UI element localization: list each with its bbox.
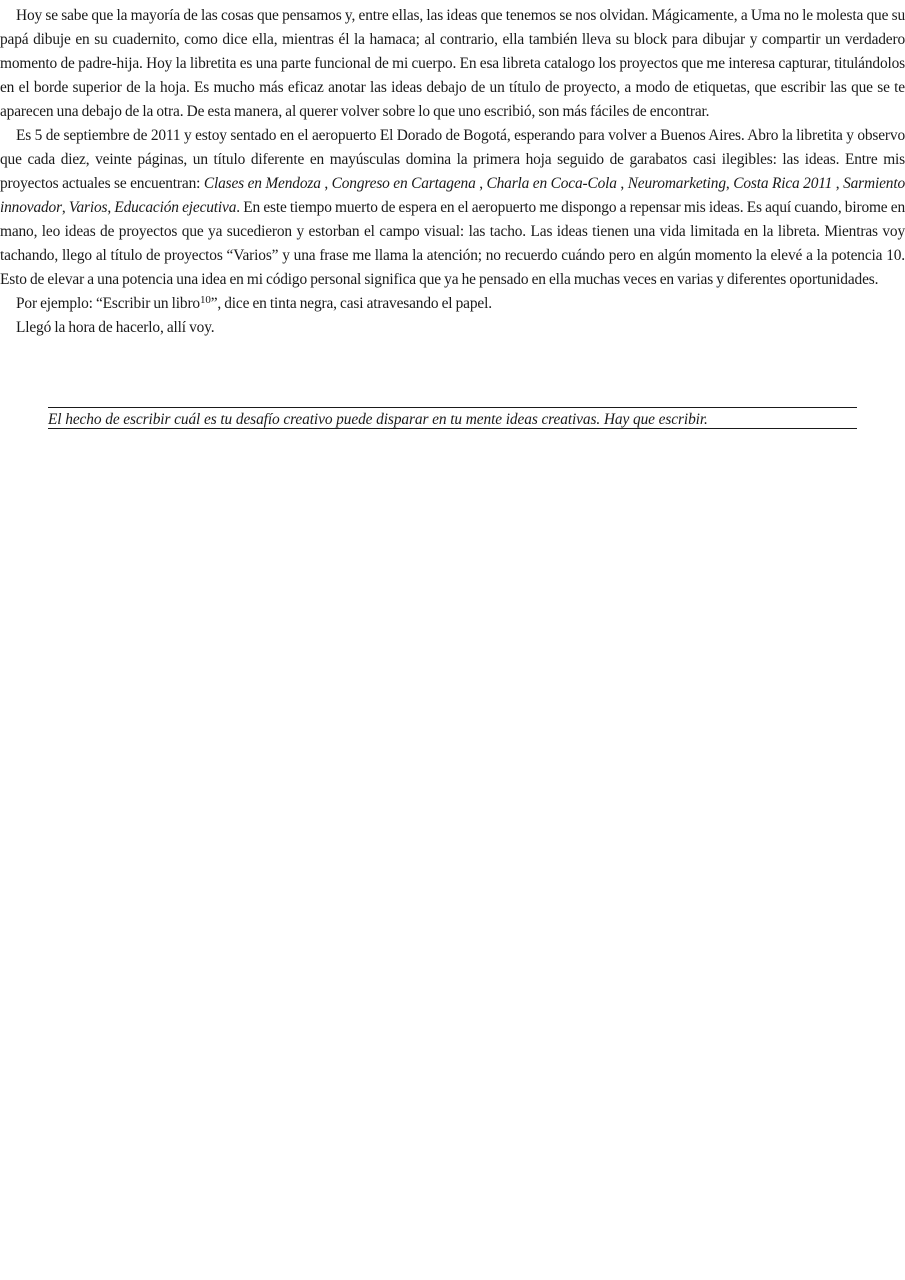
paragraph-notebook: Hoy se sabe que la mayoría de las cosas que pensamos y, entre ellas, las ideas que tenemos se nos olvidan. Mágicamente, a Uma no le molesta que su papá dibuje en su cuadernito, como dice ella, mientras él la hamaca; al contrario, ella también lleva su block para dibujar y compartir un verdadero momento de padre-hija. Hoy la libretita es una parte funcional de mi cuerpo. En esa libreta catalogo los proyectos que me interesa capturar, titulándolos en el borde superior de la hoja. Es mucho más eficaz anotar las ideas debajo de un título de proyecto, a modo de etiquetas, que escribir las que se te aparecen una debajo de la otra. De esta manera, al querer volver sobre lo que uno escribió, son más fáciles de encontrar. bbox=[0, 7, 905, 120]
power-superscript: 10 bbox=[199, 294, 211, 306]
project-costa-rica: Costa Rica 2011 bbox=[733, 175, 833, 192]
document-body bbox=[0, 4, 905, 340]
paragraph-airport-rest: . En este tiempo muerto de espera en el aeropuerto me dispongo a repensar mis ideas. Es aquí cuando, birome en mano, leo ideas de proyectos que ya sucedieron y estorban el campo visual: las tacho. Las ideas tienen una vida limitada en la libreta. Mientras voy tachando, llego al título de proyectos “Varios” y una frase me llama la atención; no recuerdo cuándo pero en algún momento la elevé a la potencia 10. Esto de elevar a una potencia una idea en mi código personal significa que ya he pensado en ella muchas veces en varias y diferentes oportunidades. bbox=[0, 199, 905, 288]
project-charla-coca-cola: Charla en Coca-Cola bbox=[486, 175, 617, 192]
paragraph-example bbox=[0, 292, 905, 316]
project-neuromarketing: Neuromarketing bbox=[627, 175, 726, 192]
paragraph-airport: Es 5 de septiembre de 2011 y estoy sentado en el aeropuerto El Dorado de Bogotá, esperando para volver a Buenos Aires. Abro la libretita y observo que cada diez, veinte páginas, un título diferente en mayúsculas domina la primera hoja seguido de garabatos casi ilegibles: las ideas. Entre mis proyectos actuales se encuentran: Clases en Mendoza , Congreso en Cartagena , Charla en Coca-Cola , Neuromarketing, Costa Rica 2011 , Sarmiento innovador, Varios, Educación ejecutiva. En este tiempo muerto de espera en el aeropuerto me dispongo a repensar mis ideas. Es aquí cuando, birome en mano, leo ideas de proyectos que ya sucedieron y estorban el campo visual: las tacho. Las ideas tienen una vida limitada en la libreta. Mientras voy tachando, llego al título de proyectos “Varios” y una frase me llama la atención; no recuerdo cuándo pero en algún momento la elevé a la potencia 10. Esto de elevar a una potencia una idea en mi código personal significa que ya he pensado en ella muchas veces en varias y diferentes oportunidades. bbox=[0, 127, 905, 288]
project-congreso-cartagena: Congreso en Cartagena bbox=[331, 175, 476, 192]
paragraph-closing: Llegó la hora de hacerlo, allí voy. bbox=[16, 319, 215, 336]
project-educacion-ejecutiva: Educación ejecutiva bbox=[114, 199, 237, 216]
example-before: Por ejemplo: “Escribir un libro bbox=[16, 295, 200, 312]
project-varios: Varios bbox=[68, 199, 108, 216]
callout-box bbox=[48, 407, 857, 429]
project-clases-mendoza: Clases en Mendoza bbox=[203, 175, 321, 192]
paragraph-airport-intro: Es 5 de septiembre de 2011 y estoy sentado en el aeropuerto El Dorado de Bogotá, esperando para volver a Buenos Aires. Abro la libretita y observo que cada diez, veinte páginas, un título diferente en mayúsculas domina la primera hoja seguido de garabatos casi ilegibles: las ideas. Entre mis proyectos actuales se encuentran: bbox=[0, 127, 905, 192]
example-after: ”, dice en tinta negra, casi atravesando el papel. bbox=[210, 295, 492, 312]
project-sarmiento: Sarmiento innovador bbox=[0, 175, 905, 216]
callout-text: El hecho de escribir cuál es tu desafío creativo puede disparar en tu mente ideas creativas. Hay que escribir. bbox=[48, 411, 708, 428]
